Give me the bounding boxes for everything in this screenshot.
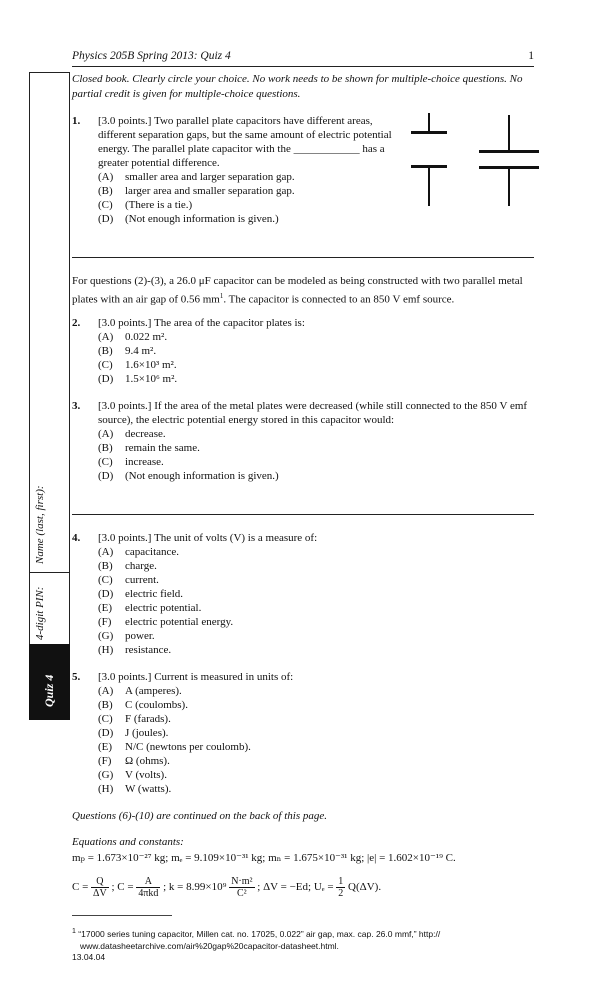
footnote-mark: 1 <box>219 292 224 300</box>
footnote-url[interactable]: www.datasheetarchive.com/air%20gap%20capacitor-datasheet.html. <box>80 940 339 951</box>
fraction: $\frac{Q}{\Delta V}$ <box>93 876 107 899</box>
fraction: $\frac{A}{\text{4πkd}}$ <box>138 876 159 899</box>
option-d[interactable]: (D) 1.5×10⁶ m². <box>98 373 178 385</box>
option-e[interactable]: (E) N/C (newtons per coulomb). <box>98 741 251 753</box>
question-text: [3.0 points.] If the area of the metal plates were decreased (while still connected to the 850 V emf source), the electric potential energy stored in this capacitor would: <box>98 400 528 426</box>
option-a[interactable]: (A) A (amperes). <box>98 685 182 697</box>
footnote: $^1$ “17000 series tuning capacitor, Millen cat. no. 17025, 0.022” air gap, max. cap. 26.0 mmf,” http:// www.datasheetarchive.com/air%20gap%20capacitor-datasheet.html. <box>72 928 441 951</box>
option-d[interactable]: (D) electric field. <box>98 588 184 600</box>
question-text: [3.0 points.] The unit of volts (V) is a measure of: <box>98 532 318 544</box>
equations-title: Equations and constants: <box>72 836 184 848</box>
question-text: [3.0 points.] Current is measured in units of: <box>98 671 294 683</box>
quiz-tab <box>29 644 70 720</box>
option-a[interactable]: (A) decrease. <box>98 428 166 440</box>
instructions: Closed book. Clearly circle your choice. No work needs to be shown for multiple-choice questions. No partial credit is given for multiple-choice questions. <box>72 73 523 100</box>
option-c[interactable]: (C) current. <box>98 574 159 586</box>
option-b[interactable]: (B) larger area and smaller separation gap. <box>98 185 295 197</box>
section-rule <box>72 514 534 515</box>
question-2 <box>72 316 534 386</box>
option-g[interactable]: (G) power. <box>98 630 155 642</box>
question-1 <box>72 114 407 226</box>
question-text: [3.0 points.] The area of the capacitor plates is: <box>98 317 305 329</box>
option-c[interactable]: (C) 1.6×10³ m². <box>98 359 177 371</box>
option-b[interactable]: (B) C (coulombs). <box>98 699 188 711</box>
option-c[interactable]: (C) (There is a tie.) <box>98 199 193 211</box>
option-d[interactable]: (D) (Not enough information is given.) <box>98 213 279 225</box>
continued-note: Questions (6)-(10) are continued on the back of this page. <box>72 810 327 822</box>
question-number: 1. <box>72 115 81 127</box>
constants-line: mₚ = 1.673×10⁻²⁷ kg; mₑ = 9.109×10⁻³¹ kg; mₙ = 1.675×10⁻³¹ kg; |e| = 1.602×10⁻¹⁹ C. <box>72 852 456 864</box>
option-c[interactable]: (C) F (farads). <box>98 713 171 725</box>
option-h[interactable]: (H) resistance. <box>98 644 172 656</box>
question-text: [3.0 points.] Two parallel plate capacitors have different areas, different separation gaps, but the same amount of electric potential energy. The parallel plate capacitor with the ____________ has a greater potential difference. <box>98 115 392 169</box>
quiz-tab-label: Quiz 4 <box>42 674 56 707</box>
option-c[interactable]: (C) increase. <box>98 456 164 468</box>
question-number: 2. <box>72 317 81 329</box>
question-number: 3. <box>72 400 81 412</box>
fraction: $\frac{\text{N·m²}}{\text{C²}}$ <box>231 876 253 899</box>
page-header <box>72 50 534 62</box>
option-b[interactable]: (B) remain the same. <box>98 442 200 454</box>
option-f[interactable]: (F) electric potential energy. <box>98 616 234 628</box>
sidebar-divider <box>29 572 70 573</box>
option-b[interactable]: (B) charge. <box>98 560 157 572</box>
fraction: $\frac{1}{2}$ <box>338 876 344 899</box>
footnote-rule <box>72 915 172 916</box>
option-f[interactable]: (F) Ω (ohms). <box>98 755 170 767</box>
intro-questions-2-3: For questions (2)-(3), a 26.0 μF capacitor can be modeled as being constructed with two parallel metal plates with an air gap of 0.56 $mm^1$. The capacitor is connected to an 850 V emf source. <box>72 275 523 306</box>
header-title: Physics 205B Spring 2013: Quiz 4 <box>72 50 231 62</box>
option-d[interactable]: (D) J (joules). <box>98 727 169 739</box>
question-4 <box>72 531 534 657</box>
header-rule <box>72 66 534 67</box>
question-number: 4. <box>72 532 81 544</box>
option-g[interactable]: (G) V (volts). <box>98 769 167 781</box>
section-rule <box>72 257 534 258</box>
option-a[interactable]: (A) capacitance. <box>98 546 180 558</box>
equations-line: C = $\frac{Q}{\Delta V}$ ; C = $\frac{A}{\text{4πkd}}$ ; k = 8.99×10⁹ $\frac{\text{N·m²}}{\text{C²}}$ ; ΔV = −Ed; Uₑ = $\frac{1}{2}$ Q(ΔV). <box>72 876 382 899</box>
option-a[interactable]: (A) 0.022 m². <box>98 331 168 343</box>
option-h[interactable]: (H) W (watts). <box>98 783 172 795</box>
question-5 <box>72 670 534 796</box>
document-code: 13.04.04 <box>72 952 106 962</box>
pin-field-label: 4-digit PIN: <box>34 586 46 640</box>
option-e[interactable]: (E) electric potential. <box>98 602 202 614</box>
question-number: 5. <box>72 671 81 683</box>
option-b[interactable]: (B) 9.4 m². <box>98 345 157 357</box>
option-d[interactable]: (D) (Not enough information is given.) <box>98 470 279 482</box>
page-number: 1 <box>528 50 534 62</box>
question-3 <box>72 399 534 483</box>
name-field-label: Name (last, first): <box>34 485 46 564</box>
option-a[interactable]: (A) smaller area and larger separation gap. <box>98 171 295 183</box>
